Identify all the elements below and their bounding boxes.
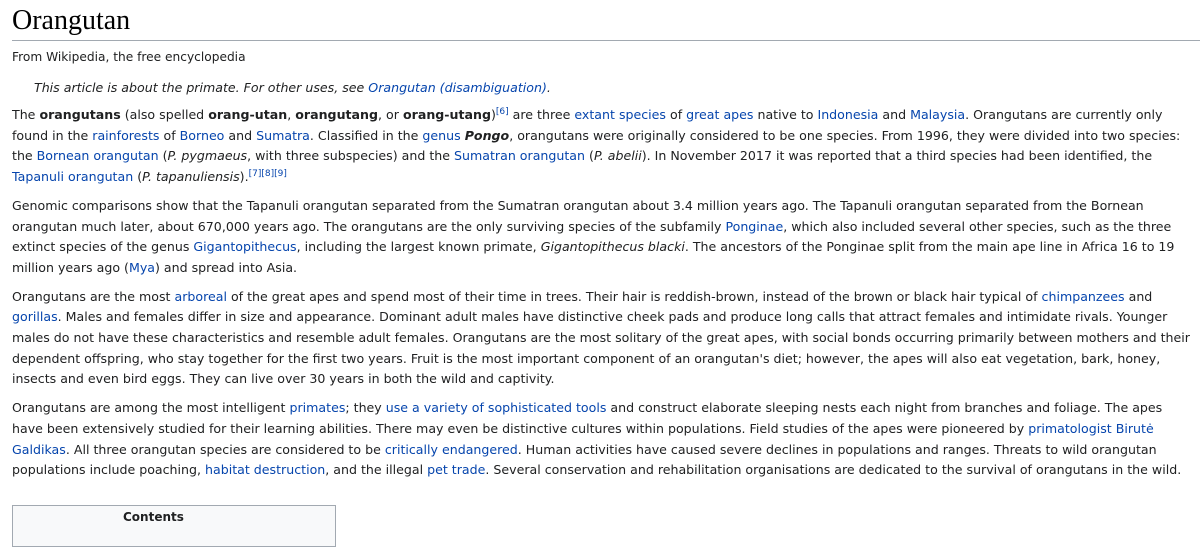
p1-bold-term: orang-utan	[208, 107, 288, 122]
reference-link[interactable]: [9]	[274, 168, 287, 179]
table-of-contents	[12, 505, 336, 547]
hatnote-text: This article is about the primate. For other uses, see	[34, 80, 369, 95]
p1-text: , orangutans were originally considered to be one species. From 1996, they were divided into two species: the	[12, 127, 1181, 164]
p2-text: ) and spread into Asia.	[155, 259, 298, 275]
link-genus[interactable]: genus	[422, 127, 461, 143]
link-species[interactable]: species	[618, 107, 666, 122]
p3-text: . Males and females differ in size and appearance. Dominant adult males have distinctive cheek pads and produce long calls that attract females and intimidate rivals. Younger males do not have these characteristics and resemble adult females. Orangutans are the most solitary of the great apes, with social bonds occurring primarily between mothers and their dependent offspring, who stay together for the first two years. Fruit is the most important component of an orangutan's diet; however, the apes will also eat vegetation, bark, honey, insects and even bird eggs. They can live over 30 years in both the wild and captivity.	[12, 309, 1190, 387]
page-title: Orangutan	[12, 0, 1200, 41]
p4-text: Orangutans are among the most intelligent	[12, 400, 290, 416]
p1-text: . Orangutans are currently only found in the	[12, 107, 1163, 143]
p1-text: ).	[239, 169, 249, 185]
p1-text: )	[491, 107, 496, 122]
p1-bold-term: orang-utang	[402, 107, 491, 122]
species-name: P. tapanuliensis	[142, 169, 240, 185]
link-borneo[interactable]: Borneo	[179, 127, 225, 143]
hatnote	[12, 78, 1200, 98]
link-bornean-orangutan[interactable]: Bornean orangutan	[36, 148, 159, 164]
p1-text: , with three subspecies) and the	[247, 148, 455, 164]
link-mya[interactable]: Mya	[128, 259, 155, 275]
link-tapanuli-orangutan[interactable]: Tapanuli orangutan	[12, 169, 134, 185]
genus-name: Pongo	[464, 127, 510, 143]
toc-title: Contents	[123, 510, 184, 524]
p2-text: , which also included several other species, such as the three extinct species of the genus	[12, 218, 1172, 255]
p1-bold-term: orangutans	[39, 107, 121, 122]
hatnote-end: .	[546, 80, 551, 95]
link-primatologist[interactable]: primatologist	[1028, 420, 1112, 436]
link-malaysia[interactable]: Malaysia	[910, 107, 966, 122]
p3-text: Orangutans are the most	[12, 288, 175, 304]
link-pet-trade[interactable]: pet trade	[427, 462, 486, 478]
site-tagline: From Wikipedia, the free encyclopedia	[12, 50, 246, 64]
p4-text: ; they	[345, 400, 386, 416]
p2-text: Genomic comparisons show that the Tapanuli orangutan separated from the Sumatran orangutan about 3.4 million years ago. The Tapanuli orangutan separated from the Bornean orangutan much later, about 670,000 years ago. The orangutans are the only surviving species of the subfamily	[12, 197, 1144, 234]
link-birute-galdikas[interactable]: Birutė Galdikas	[12, 420, 1154, 457]
p2-text: , including the largest known primate,	[296, 239, 541, 255]
link-arboreal[interactable]: arboreal	[174, 288, 227, 304]
p3-text: and	[1124, 288, 1153, 304]
species-name: P. abelii	[593, 148, 642, 164]
paragraph-genomics	[12, 196, 1190, 279]
p1-text: of	[666, 107, 687, 122]
link-tool-use[interactable]: use a variety of sophisticated tools	[385, 400, 607, 416]
link-great-apes[interactable]: great apes	[686, 107, 754, 122]
link-critically-endangered[interactable]: critically endangered	[384, 441, 518, 457]
p1-text: of	[159, 127, 180, 143]
p4-text: , and the illegal	[325, 462, 428, 478]
p3-text: of the great apes and spend most of their time in trees. Their hair is reddish-brown, instead of the brown or black hair typical of	[226, 288, 1042, 304]
species-name: Gigantopithecus blacki	[540, 239, 685, 255]
p1-text: and	[224, 127, 257, 143]
link-gorillas[interactable]: gorillas	[12, 309, 58, 325]
link-extant[interactable]: extant	[574, 107, 615, 122]
link-rainforests[interactable]: rainforests	[92, 127, 160, 143]
link-indonesia[interactable]: Indonesia	[817, 107, 879, 122]
p1-text: (	[585, 148, 594, 164]
reference-link[interactable]: [8]	[261, 168, 275, 179]
paragraph-behavior	[12, 287, 1190, 391]
paragraph-intelligence	[12, 398, 1190, 481]
link-sumatran-orangutan[interactable]: Sumatran orangutan	[454, 148, 586, 164]
p1-text: The	[12, 107, 40, 122]
reference-link[interactable]: [7]	[248, 168, 262, 179]
p1-text: ,	[287, 107, 296, 122]
link-ponginae[interactable]: Ponginae	[725, 218, 784, 234]
p1-bold-term: orangutang	[295, 107, 379, 122]
link-habitat-destruction[interactable]: habitat destruction	[205, 462, 326, 478]
disambiguation-link[interactable]: Orangutan (disambiguation)	[368, 80, 547, 95]
link-sumatra[interactable]: Sumatra	[256, 127, 310, 143]
link-primates[interactable]: primates	[289, 400, 346, 416]
p1-text: ). In November 2017 it was reported that a third species had been identified, the	[641, 148, 1153, 164]
paragraph-intro	[12, 105, 1190, 188]
p1-text: and	[878, 107, 911, 122]
species-name: P. pygmaeus	[167, 148, 248, 164]
p4-text: . Human activities have caused severe declines in populations and ranges. Threats to wild orangutan populations include poaching,	[12, 441, 1157, 478]
p4-text: . Several conservation and rehabilitation organisations are dedicated to the survival of orangutans in the wild.	[485, 462, 1182, 478]
p1-text: (also spelled	[120, 107, 209, 122]
p1-text: native to	[753, 107, 818, 122]
p1-text: (	[133, 169, 143, 185]
p4-text: . All three orangutan species are considered to be	[65, 441, 385, 457]
p2-text: . The ancestors of the Ponginae split from the main ape line in Africa 16 to 19 million years ago (	[12, 239, 1175, 275]
p1-text: (	[158, 148, 168, 164]
reference-link[interactable]: [6]	[495, 106, 509, 117]
p1-text: . Classified in the	[309, 127, 423, 143]
p1-text: are three	[508, 107, 575, 122]
p1-text: , or	[378, 107, 403, 122]
p4-text: and construct elaborate sleeping nests each night from branches and foliage. The apes have been extensively studied for their learning abilities. There may even be distinctive cultures within populations. Field studies of the apes were pioneered by	[12, 400, 1163, 436]
link-chimpanzees[interactable]: chimpanzees	[1041, 288, 1125, 304]
link-gigantopithecus[interactable]: Gigantopithecus	[193, 239, 297, 255]
